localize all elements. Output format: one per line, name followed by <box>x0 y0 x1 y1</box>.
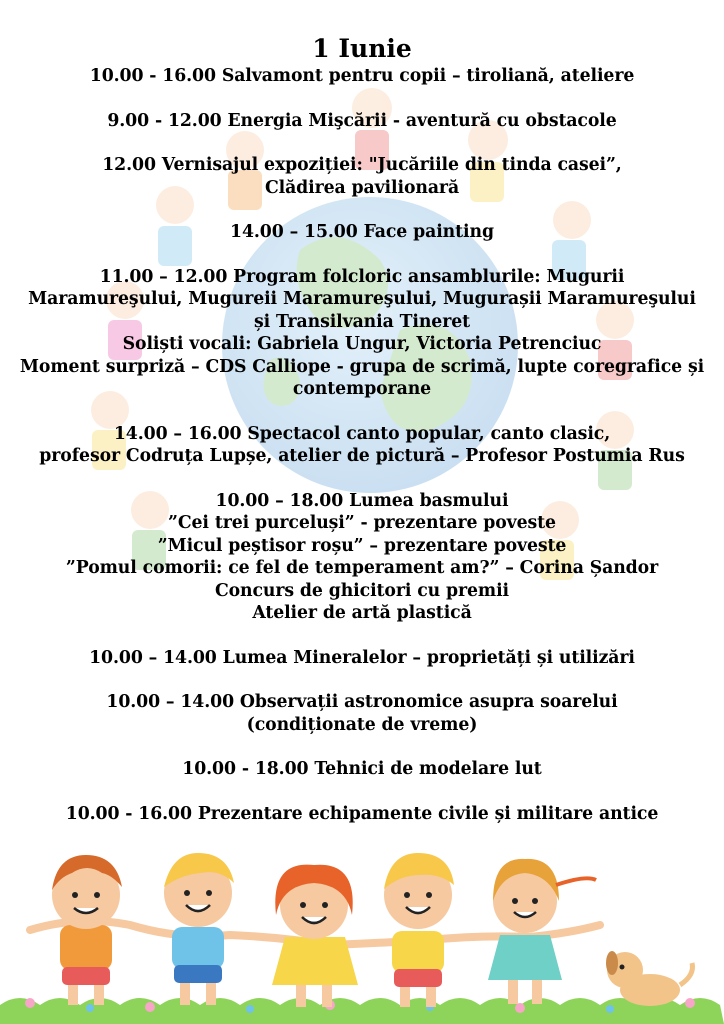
event-line: ”Pomul comorii: ce fel de temperament am?” – Corina Șandor <box>65 558 659 578</box>
event-line: 9.00 - 12.00 Energia Mişcării - aventură cu obstacole <box>107 110 617 131</box>
child-figure <box>164 853 234 1005</box>
event-item <box>0 423 724 468</box>
event-item <box>0 65 724 88</box>
page-title: 1 Iunie <box>312 34 412 63</box>
child-figure <box>52 855 122 1005</box>
children-holding-hands-illustration <box>0 845 724 1024</box>
event-item <box>0 647 724 670</box>
event-line: Maramureşului, Mugureii Maramureşului, Mugurașii Maramureşului <box>28 289 696 309</box>
event-item <box>0 266 724 401</box>
event-line: 10.00 – 14.00 Observații astronomice asupra soarelui <box>106 692 618 712</box>
event-item <box>0 691 724 736</box>
event-line: și Transilvania Tineret <box>254 311 470 332</box>
event-item <box>0 758 724 781</box>
event-line: contemporane <box>292 379 432 399</box>
event-line: Atelier de artă plastică <box>252 603 472 623</box>
event-line: ”Cei trei purceluși” - prezentare poveste <box>168 513 556 533</box>
event-line: 12.00 Vernisajul expoziției: "Jucăriile din tinda casei”, <box>102 155 622 175</box>
event-line: Moment surpriză – CDS Calliope - grupa de scrimă, lupte coregrafice și <box>19 356 705 377</box>
event-item <box>0 221 724 244</box>
event-line: 10.00 - 16.00 Salvamont pentru copii – tiroliană, ateliere <box>89 66 635 86</box>
event-line: 11.00 – 12.00 Program folcloric ansamblurile: Mugurii <box>99 266 625 287</box>
event-line: Clădirea pavilionară <box>264 177 460 198</box>
event-line: ”Micul peștisor roșu” – prezentare poveste <box>157 535 567 556</box>
event-program <box>0 34 724 847</box>
event-line: profesor Codruța Lupșe, atelier de pictură – Profesor Postumia Rus <box>39 446 685 466</box>
event-line: 14.00 – 16.00 Spectacol canto popular, canto clasic, <box>113 423 611 444</box>
event-item <box>0 154 724 199</box>
event-line: 10.00 – 14.00 Lumea Mineralelor – proprietăți și utilizări <box>89 647 635 668</box>
event-line: Concurs de ghicitori cu premii <box>214 580 510 601</box>
dog-figure <box>606 951 693 1006</box>
event-line: 10.00 - 16.00 Prezentare echipamente civile și militare antice <box>65 803 659 824</box>
child-figure <box>384 853 454 1007</box>
event-item <box>0 803 724 826</box>
event-item <box>0 490 724 625</box>
event-line: (condiționate de vreme) <box>246 714 478 735</box>
event-line: 10.00 - 18.00 Tehnici de modelare lut <box>182 759 542 779</box>
event-line: 10.00 – 18.00 Lumea basmului <box>215 490 509 511</box>
event-item <box>0 110 724 133</box>
event-line: 14.00 – 15.00 Face painting <box>230 222 494 242</box>
event-line: Soliști vocali: Gabriela Ungur, Victoria Petrenciuc <box>122 334 602 354</box>
